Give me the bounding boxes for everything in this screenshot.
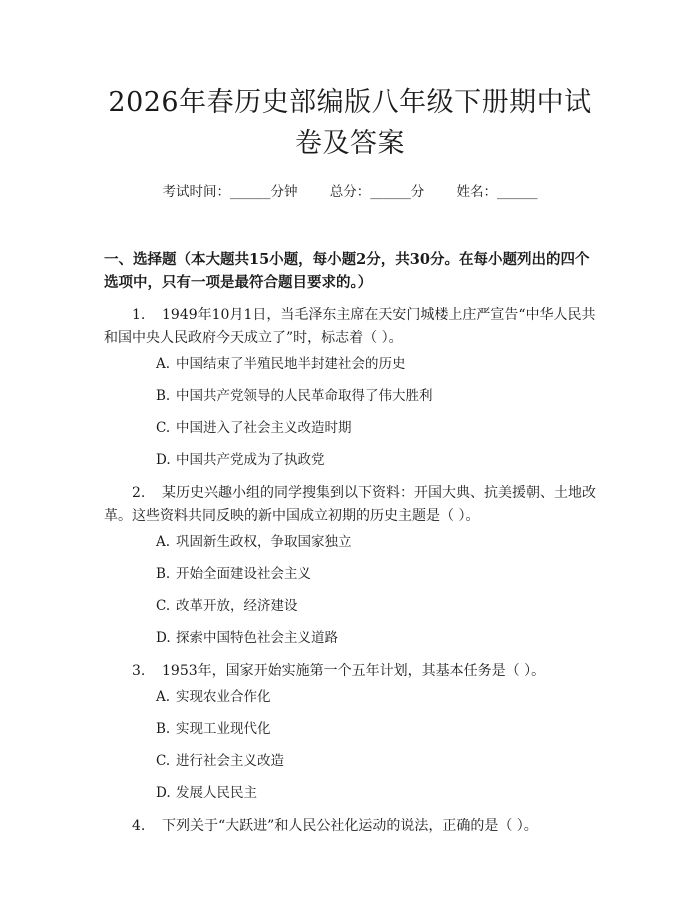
question-text: 某历史兴趣小组的同学搜集到以下资料：开国大典、抗美援朝、土地改革。这些资料共同反映的新中国成立初期的历史主题是（ ）。: [104, 485, 596, 524]
option-text: 中国结束了半殖民地半封建社会的历史: [176, 356, 406, 372]
question-number: 2.: [132, 485, 146, 501]
question-stem: [104, 660, 596, 683]
option-text: 中国共产党领导的人民革命取得了伟大胜利: [176, 388, 433, 404]
question-number: 1.: [132, 307, 146, 323]
option-letter: D.: [156, 452, 171, 468]
option-list: [104, 354, 596, 470]
option-letter: A.: [156, 534, 171, 550]
option-text: 中国进入了社会主义改造时期: [176, 420, 352, 436]
option-text: 开始全面建设社会主义: [176, 566, 311, 582]
option-text: 实现工业现代化: [176, 721, 271, 737]
exam-meta: [104, 182, 596, 202]
option-letter: C.: [156, 420, 171, 436]
question-stem: [104, 815, 596, 838]
option-letter: A.: [156, 356, 171, 372]
option-list: [104, 532, 596, 648]
exam-title: 2026年春历史部编版八年级下册期中试卷及答案: [108, 87, 592, 159]
option-b[interactable]: [104, 719, 596, 739]
option-letter: B.: [156, 388, 171, 404]
option-text: 改革开放，经济建设: [176, 598, 298, 614]
question-3: [104, 660, 596, 803]
option-a[interactable]: [104, 687, 596, 707]
option-letter: C.: [156, 753, 171, 769]
option-letter: D.: [156, 630, 171, 646]
option-text: 中国共产党成为了执政党: [176, 452, 325, 468]
option-c[interactable]: [104, 751, 596, 771]
question-stem: [104, 482, 596, 528]
question-number: 3.: [132, 663, 146, 679]
exam-name-label: 姓名：______: [456, 184, 538, 200]
question-text: 1949年10月1日，当毛泽东主席在天安门城楼上庄严宣告“中华人民共和国中央人民政府今天成立了”时，标志着（ ）。: [104, 307, 596, 346]
option-letter: C.: [156, 598, 171, 614]
option-d[interactable]: [104, 450, 596, 470]
option-text: 探索中国特色社会主义道路: [176, 630, 338, 646]
option-c[interactable]: [104, 418, 596, 438]
option-a[interactable]: [104, 354, 596, 374]
question-text: 下列关于“大跃进”和人民公社化运动的说法，正确的是（ ）。: [162, 818, 538, 834]
option-letter: D.: [156, 785, 171, 801]
exam-score-label: 总分：______分: [329, 184, 425, 200]
question-stem: [104, 304, 596, 350]
option-b[interactable]: [104, 386, 596, 406]
option-letter: B.: [156, 566, 171, 582]
option-list: [104, 687, 596, 803]
option-c[interactable]: [104, 596, 596, 616]
option-letter: A.: [156, 689, 171, 705]
question-2: [104, 482, 596, 648]
option-text: 发展人民民主: [176, 785, 257, 801]
section-heading: 一、选择题（本大题共15小题，每小题2分，共30分。在每小题列出的四个选项中，只有一项是最符合题目要求的。）: [104, 251, 590, 291]
option-letter: B.: [156, 721, 171, 737]
option-d[interactable]: [104, 628, 596, 648]
exam-time-label: 考试时间：______分钟: [162, 184, 298, 200]
question-number: 4.: [132, 818, 146, 834]
option-a[interactable]: [104, 532, 596, 552]
question-1: [104, 304, 596, 470]
option-text: 进行社会主义改造: [176, 753, 284, 769]
question-4: [104, 815, 596, 838]
option-text: 巩固新生政权，争取国家独立: [176, 534, 352, 550]
question-text: 1953年，国家开始实施第一个五年计划，其基本任务是（ ）。: [162, 663, 546, 679]
option-d[interactable]: [104, 783, 596, 803]
option-text: 实现农业合作化: [176, 689, 271, 705]
option-b[interactable]: [104, 564, 596, 584]
